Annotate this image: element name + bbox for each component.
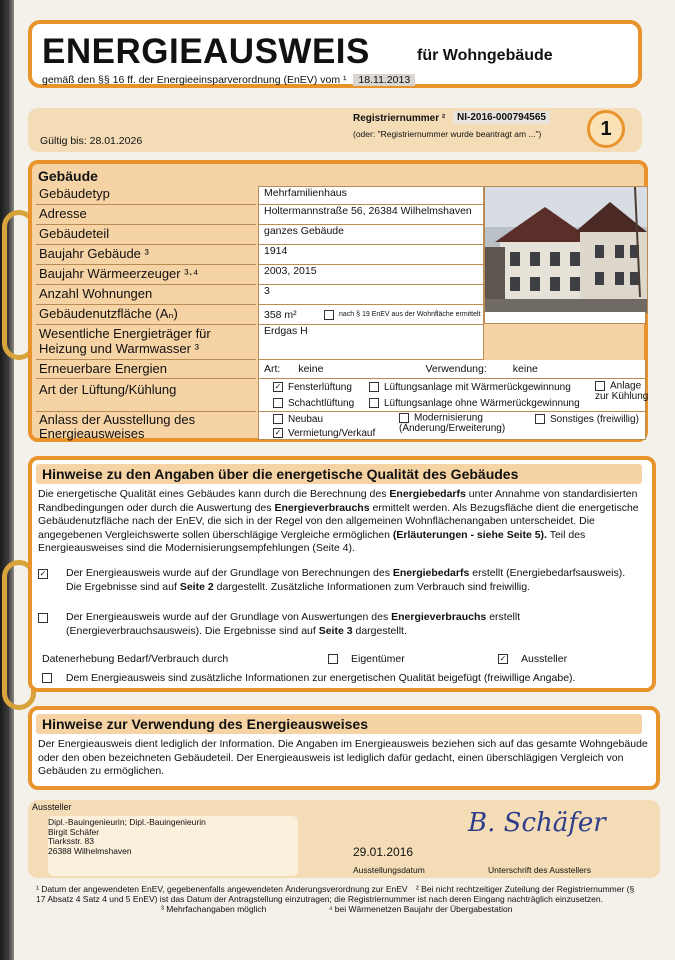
checkbox-icon — [535, 414, 545, 424]
value-floor-area — [258, 305, 484, 325]
occasion-modernisation-label: Modernisierung (Änderung/Erweiterung) — [399, 412, 506, 434]
issue-date-label: Ausstellungsdatum — [353, 865, 425, 875]
consumption-text-3: dargestellt. — [355, 624, 407, 637]
signature-label: Unterschrift des Ausstellers — [488, 865, 591, 875]
quality-notes-section — [28, 456, 656, 692]
value-apartment-count: 3 — [258, 285, 484, 305]
vent-no-recovery-label: Lüftungsanlage ohne Wärmerückgewinnung — [384, 398, 580, 409]
consumption-text-2: erstellt (Energieverbrauchsausweis). Die Ergebnisse sind auf — [66, 611, 521, 637]
label-address: Adresse — [36, 206, 256, 225]
issuer-signature: B. Schäfer — [468, 808, 606, 838]
issuer-line-4: 26388 Wilhelmshaven — [48, 845, 132, 856]
label-renewables: Erneuerbare Energien — [36, 361, 256, 379]
label-building-type: Gebäudetyp — [36, 186, 256, 205]
issuer-line-3: Tiarksstr. 83 — [48, 836, 94, 846]
option-extra-info[interactable] — [42, 672, 642, 686]
checkbox-checked-icon: ✓ — [499, 654, 507, 664]
label-building-part: Gebäudeteil — [36, 226, 256, 245]
demand-bold: Energiebedarfs — [392, 567, 470, 579]
occasion-rental-sale-label: Vermietung/Verkauf — [288, 428, 376, 439]
registration-note: (oder: "Registriernummer wurde beantragt am ...") — [353, 129, 542, 139]
usage-notes-section — [28, 706, 660, 790]
checkbox-icon — [38, 613, 48, 623]
value-building-type: Mehrfamilienhaus — [258, 186, 484, 205]
checkbox-icon — [399, 413, 409, 423]
value-heater-year: 2003, 2015 — [258, 265, 484, 285]
page-title: ENERGIEAUSWEIS — [42, 32, 370, 71]
renewables-art-value: keine — [298, 363, 324, 375]
registration-label: Registriernummer ² — [353, 113, 446, 124]
checkbox-icon — [273, 398, 283, 408]
renewables-art-label: Art: — [264, 363, 281, 375]
energy-carrier-label-2: Heizung und Warmwasser ³ — [39, 341, 199, 356]
demand-text-3: dargestellt. Zusätzliche Informationen zum Verbrauch sind freiwillig. — [216, 580, 531, 593]
occasion-option-other[interactable] — [535, 414, 639, 425]
label-heater-year: Baujahr Wärmeerzeuger ³·⁴ — [36, 266, 256, 285]
option-consumption-certificate[interactable] — [38, 611, 638, 638]
vent-window-label: Fensterlüftung — [288, 382, 352, 393]
qn-bold-explanations: (Erläuterungen - siehe Seite 5). — [392, 528, 547, 541]
issuer-section — [28, 800, 660, 878]
occasion-new-label: Neubau — [288, 414, 324, 425]
label-energy-carrier — [36, 326, 256, 360]
footnote-3: ³ Mehrfachangaben möglich — [161, 904, 267, 914]
title-box — [28, 20, 642, 88]
footnote-2: ² Bei nicht rechtzeitiger Zuteilung der Registriernummer (§ 17 Absatz 4 Satz 4 und 5 EnEV) ist das Datum der Antragstellung einzutragen; die Registriernummer ist nach deren Eingang nachträglich einzusetzen. — [36, 884, 635, 904]
usage-notes-heading: Hinweise zur Verwendung des Energieausweises — [36, 714, 642, 734]
checkbox-icon — [273, 414, 283, 424]
consumption-text-1: Der Energieausweis wurde auf der Grundlage von Auswertungen des — [66, 611, 389, 623]
building-section — [28, 160, 648, 442]
usage-notes-text: Der Energieausweis dient lediglich der Information. Die Angaben im Energieausweis beziehen sich auf das gesamte Wohngebäude oder den oben bezeichneten Gebäudeteil. Der Energieausweis ist lediglich dafür gedacht, einen überschlägigen Vergleich von Gebäuden zu ermöglichen. — [38, 738, 648, 777]
occasion-option-rental-sale[interactable] — [273, 428, 375, 439]
vent-option-no-recovery[interactable] — [369, 398, 580, 409]
label-floor-area: Gebäudenutzfläche (Aₙ) — [36, 306, 256, 325]
issuer-line-1: Dipl.-Bauingenieurin; Dipl.-Bauingenieurin — [48, 817, 206, 827]
checkbox-checked-icon: ✓ — [39, 569, 47, 578]
vent-cooling-label: Anlage zur Kühlung — [595, 380, 649, 402]
page-number-badge: 1 — [587, 110, 625, 148]
footnote-4: ⁴ bei Wärmenetzen Baujahr der Übergabestation — [328, 904, 513, 914]
issue-date: 29.01.2016 — [353, 845, 414, 859]
owner-label: Eigentümer — [351, 653, 405, 665]
occasion-option-modernisation[interactable] — [399, 413, 524, 434]
vent-option-window[interactable] — [273, 382, 352, 393]
value-building-part: ganzes Gebäude — [258, 225, 484, 245]
vent-heat-recovery-label: Lüftungsanlage mit Wärmerückgewinnung — [384, 382, 571, 393]
vent-option-cooling[interactable] — [595, 381, 651, 402]
occasion-other-label: Sonstiges (freiwillig) — [550, 414, 639, 425]
consumption-page: Seite 3 — [318, 624, 353, 637]
checkbox-icon — [595, 381, 605, 391]
qn-text-4: Teil des Energieausweises sind die Modernisierungsempfehlungen (Seite 4). — [38, 528, 586, 554]
option-issuer[interactable] — [498, 653, 567, 667]
floor-area-value: 358 m² — [264, 308, 297, 321]
qn-text-2: unter Annahme von standardisierten Randbedingungen oder durch die Auswertung des — [38, 488, 638, 514]
page-subtitle: für Wohngebäude — [417, 47, 553, 64]
data-collection-label: Datenerhebung Bedarf/Verbrauch durch — [42, 653, 229, 665]
checkbox-icon — [369, 382, 379, 392]
checkbox-icon — [328, 654, 338, 664]
enev-line — [42, 74, 415, 86]
demand-text-2: erstellt (Energiebedarfsausweis). Die Ergebnisse sind auf — [66, 567, 626, 593]
quality-notes-paragraph — [38, 488, 648, 556]
enev-date: 18.11.2013 — [353, 74, 415, 86]
label-ventilation: Art der Lüftung/Kühlung — [36, 380, 256, 412]
option-owner[interactable] — [328, 653, 405, 667]
building-heading: Gebäude — [38, 168, 98, 184]
occasion-label-1: Anlass der Ausstellung des — [39, 412, 196, 427]
label-occasion — [36, 413, 256, 441]
vent-option-shaft[interactable] — [273, 398, 354, 409]
qn-bold-bedarf: Energiebedarfs — [389, 488, 466, 500]
footnotes — [36, 884, 666, 914]
demand-text-1: Der Energieausweis wurde auf der Grundlage von Berechnungen des — [66, 567, 390, 579]
label-apartment-count: Anzahl Wohnungen — [36, 286, 256, 305]
occasion-option-new[interactable] — [273, 414, 323, 425]
floor-area-note: nach § 19 EnEV aus der Wohnfläche ermittelt — [339, 311, 481, 318]
qn-bold-verbrauch: Energieverbrauchs — [274, 501, 370, 514]
checkbox-checked-icon: ✓ — [274, 428, 282, 438]
value-occasion — [258, 412, 646, 440]
value-energy-carrier: Erdgas H — [258, 325, 484, 360]
value-ventilation — [258, 379, 649, 412]
issuer-line-2: Birgit Schäfer — [48, 826, 100, 837]
valid-until: Gültig bis: 28.01.2026 — [40, 135, 143, 147]
footnote-1: ¹ Datum der angewendeten EnEV, gegebenenfalls angewendeten Änderungsverordnung zur EnEV — [36, 884, 408, 894]
checkbox-icon — [42, 673, 52, 683]
qn-text-1: Die energetische Qualität eines Gebäudes kann durch die Berechnung des — [38, 488, 387, 500]
value-renewables — [258, 360, 646, 379]
issuer-label: Aussteller — [32, 802, 72, 812]
option-demand-certificate[interactable] — [38, 567, 638, 594]
occasion-label-2: Energieausweises — [39, 426, 145, 441]
enev-text: gemäß den §§ 16 ff. der Energieeinsparverordnung (EnEV) vom ¹ — [42, 74, 347, 86]
building-photo — [484, 186, 648, 314]
checkbox-icon — [369, 398, 379, 408]
issuer-option-label: Aussteller — [521, 653, 568, 665]
vent-option-heat-recovery[interactable] — [369, 382, 571, 393]
value-construction-year: 1914 — [258, 245, 484, 265]
photo-frame — [484, 312, 646, 324]
energy-carrier-label-1: Wesentliche Energieträger für — [39, 326, 211, 341]
registration-number: NI-2016-000794565 — [453, 111, 550, 124]
registration-box — [28, 108, 642, 152]
checkbox-checked-icon: ✓ — [274, 382, 282, 392]
floor-area-checkbox[interactable] — [324, 310, 334, 320]
issuer-address-box — [48, 816, 298, 876]
value-address: Holtermannstraße 56, 26384 Wilhelmshaven — [258, 205, 484, 225]
vent-shaft-label: Schachtlüftung — [288, 398, 355, 409]
label-construction-year: Baujahr Gebäude ³ — [36, 246, 256, 265]
building-photo-svg — [485, 187, 647, 313]
binder-edge — [0, 0, 14, 960]
renewables-use-value: keine — [512, 363, 538, 375]
quality-notes-heading: Hinweise zu den Angaben über die energetische Qualität des Gebäudes — [36, 464, 642, 484]
extra-info-label: Dem Energieausweis sind zusätzliche Informationen zur energetischen Qualität beigefügt (freiwillige Angabe). — [65, 672, 576, 684]
qn-text-3: ermittelt werden. Als Bezugsfläche dient die energetische Gebäudenutzfläche nach der EnEV, die sich in der Regel von den allgemeinen Wohnflächenangaben unterscheidet. Die angegebenen Vergleichswerte sollen überschlägige Vergleiche ermöglichen — [38, 501, 639, 541]
renewables-use-label: Verwendung: — [425, 363, 487, 375]
demand-page: Seite 2 — [179, 580, 214, 593]
consumption-bold: Energieverbrauchs — [391, 611, 487, 623]
